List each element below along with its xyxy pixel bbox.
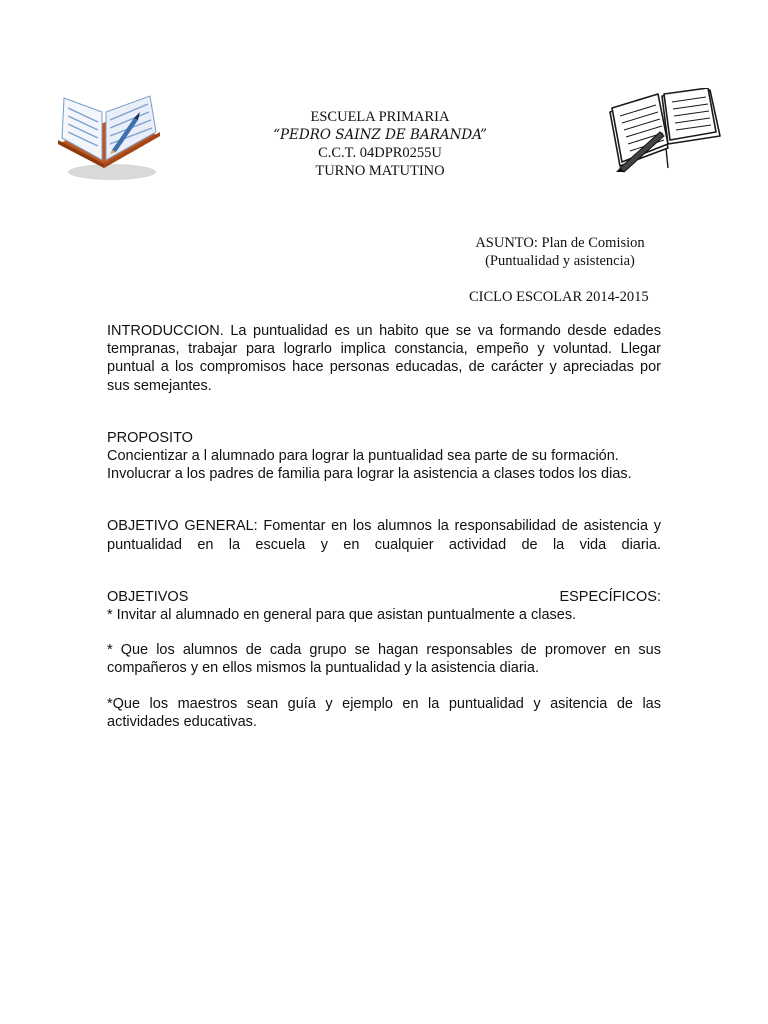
purpose-line-2: Involucrar a los padres de familia para lograr la asistencia a clases todos los dias. <box>107 466 632 483</box>
school-type: ESCUELA PRIMARIA <box>310 109 450 125</box>
school-name: “PEDRO SAINZ DE BARANDA” <box>273 127 487 143</box>
specific-objective-2: * Que los alumnos de cada grupo se hagan responsables de promover en sus compañeros y en ellos mismos la puntualidad y la asistencia diaria. <box>107 642 661 677</box>
specific-objective-3: *Que los maestros sean guía y ejemplo en la puntualidad y asitencia de las actividades educativas. <box>107 695 661 730</box>
subject-block <box>440 234 680 270</box>
open-book-with-pen-icon <box>52 92 164 184</box>
school-cycle: CICLO ESCOLAR 2014-2015 <box>469 289 649 305</box>
school-shift: TURNO MATUTINO <box>315 163 445 179</box>
subject-title: ASUNTO: Plan de Comision <box>475 235 645 251</box>
purpose-heading: PROPOSITO <box>107 429 193 446</box>
school-cct: C.C.T. 04DPR0255U <box>318 145 442 161</box>
specific-objective-1: * Invitar al alumnado en general para que asistan puntualmente a clases. <box>107 607 577 624</box>
school-header <box>220 108 540 180</box>
general-objective-paragraph: OBJETIVO GENERAL: Fomentar en los alumnos la responsabilidad de asistencia y puntualidad en la escuela y en cualquier actividad de la vida diaria. <box>107 518 661 553</box>
specific-objectives-heading: OBJETIVOS ESPECÍFICOS: <box>107 588 661 605</box>
subject-subtitle: (Puntualidad y asistencia) <box>485 253 635 269</box>
document-body <box>107 322 661 731</box>
introduction-paragraph: INTRODUCCION. La puntualidad es un habito que se va formando desde edades tempranas, trabajar para lograrlo implica constancia, empeño y voluntad. Llegar puntual a los compromisos hace personas educadas, de carácter y apreciadas por sus semejantes. <box>107 323 661 394</box>
open-notebook-with-pen-icon <box>606 88 724 174</box>
purpose-line-1: Concientizar a l alumnado para lograr la puntualidad sea parte de su formación. <box>107 448 619 465</box>
